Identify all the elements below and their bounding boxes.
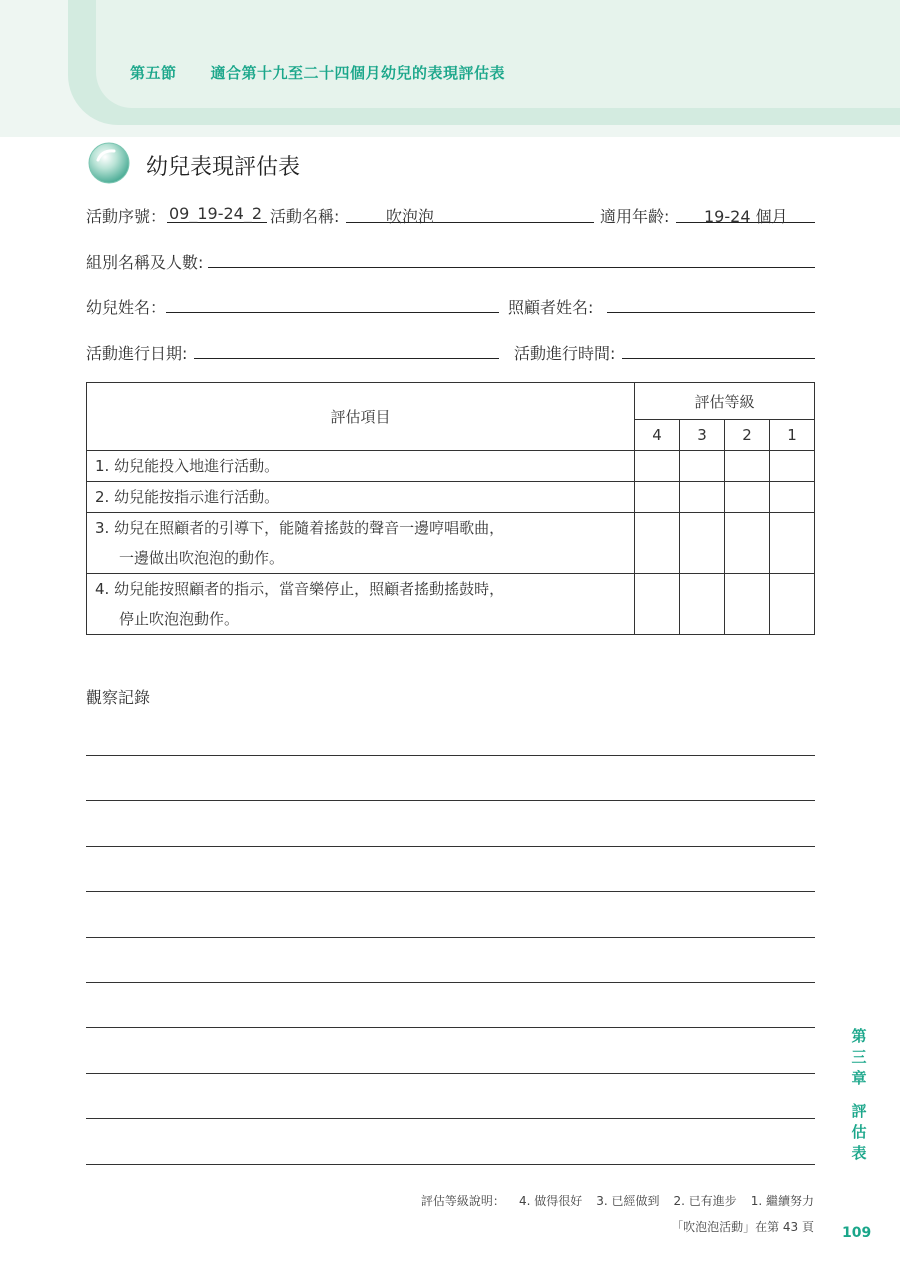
chapter-label	[848, 1026, 870, 1089]
level-2: 2	[725, 420, 770, 451]
rating-cell[interactable]	[635, 574, 680, 635]
table-row	[87, 574, 815, 635]
rating-cell[interactable]	[635, 451, 680, 482]
item-line: 1. 幼兒能投入地進行活動。	[95, 457, 280, 475]
item-header: 評估項目	[87, 383, 635, 451]
sidebar-char: 第	[851, 1027, 867, 1045]
page-number: 109	[842, 1225, 872, 1241]
evaluation-table	[86, 382, 815, 635]
item-line: 3. 幼兒在照顧者的引導下，能隨着搖鼓的聲音一邊哼唱歌曲，	[95, 519, 505, 537]
rating-cell[interactable]	[725, 513, 770, 574]
chapter-topic	[848, 1101, 870, 1164]
level-4: 4	[635, 420, 680, 451]
activity-name-label: 活動名稱:	[270, 207, 340, 226]
age-value: 19-24 個月	[704, 207, 788, 226]
page-reference: 「吹泡泡活動」在第 43 頁	[671, 1220, 814, 1234]
sidebar-char: 三	[851, 1048, 867, 1066]
child-name-label: 幼兒姓名：	[86, 298, 167, 317]
observation-line[interactable]	[86, 1164, 815, 1165]
rating-cell[interactable]	[680, 513, 725, 574]
group-label: 組別名稱及人數:	[86, 253, 204, 272]
item-line: 停止吹泡泡動作。	[119, 610, 240, 628]
date-line[interactable]	[194, 358, 499, 359]
rating-cell[interactable]	[725, 482, 770, 513]
item-line: 一邊做出吹泡泡的動作。	[119, 549, 285, 567]
rating-cell[interactable]	[770, 513, 815, 574]
rating-cell[interactable]	[635, 482, 680, 513]
rating-cell[interactable]	[635, 513, 680, 574]
table-row	[87, 513, 815, 574]
bubble-icon	[88, 142, 130, 184]
sidebar-char: 估	[851, 1123, 867, 1141]
observation-line[interactable]	[86, 1118, 815, 1119]
carer-name-label: 照顧者姓名:	[508, 298, 594, 317]
rating-cell[interactable]	[680, 482, 725, 513]
observation-line[interactable]	[86, 846, 815, 847]
rating-cell[interactable]	[725, 451, 770, 482]
activity-no-value: 09_19-24_2	[169, 204, 263, 223]
sidebar-char: 表	[851, 1144, 867, 1162]
item-text	[87, 574, 635, 635]
sidebar-char: 評	[851, 1102, 867, 1120]
group-line[interactable]	[208, 267, 815, 268]
section-title: 適合第十九至二十四個月幼兒的表現評估表	[210, 64, 506, 82]
rating-cell[interactable]	[770, 574, 815, 635]
activity-name-value: 吹泡泡	[386, 207, 435, 226]
rating-legend	[421, 1192, 814, 1209]
legend-item: 3. 已經做到	[596, 1194, 660, 1208]
age-label: 適用年齡:	[600, 207, 670, 226]
observation-line[interactable]	[86, 982, 815, 983]
rating-cell[interactable]	[680, 451, 725, 482]
section-label: 第五節	[130, 64, 177, 82]
rating-cell[interactable]	[680, 574, 725, 635]
observation-title: 觀察記錄	[86, 688, 151, 707]
activity-name-line	[346, 222, 594, 223]
observation-line[interactable]	[86, 1073, 815, 1074]
item-line: 2. 幼兒能按指示進行活動。	[95, 488, 280, 506]
observation-line[interactable]	[86, 755, 815, 756]
table-row	[87, 451, 815, 482]
legend-item: 2. 已有進步	[673, 1194, 737, 1208]
observation-line[interactable]	[86, 891, 815, 892]
legend-item: 4. 做得很好	[518, 1194, 583, 1208]
sidebar-char: 章	[851, 1069, 867, 1087]
observation-line[interactable]	[86, 800, 815, 801]
child-name-line[interactable]	[166, 312, 499, 313]
date-label: 活動進行日期:	[86, 344, 188, 363]
item-text	[87, 451, 635, 482]
carer-name-line[interactable]	[607, 312, 815, 313]
time-line[interactable]	[622, 358, 815, 359]
rating-cell[interactable]	[770, 482, 815, 513]
time-label: 活動進行時間:	[514, 344, 616, 363]
level-header: 評估等級	[635, 383, 815, 420]
form-title: 幼兒表現評估表	[146, 155, 301, 180]
item-text	[87, 513, 635, 574]
observation-line[interactable]	[86, 937, 815, 938]
chapter-sidebar	[848, 1026, 870, 1164]
activity-no-label: 活動序號：	[86, 207, 167, 226]
level-1: 1	[770, 420, 815, 451]
rating-cell[interactable]	[770, 451, 815, 482]
section-header	[130, 62, 505, 83]
item-line: 4. 幼兒能按照顧者的指示，當音樂停止，照顧者搖動搖鼓時，	[95, 580, 505, 598]
header-tab-inner	[96, 0, 900, 108]
item-text	[87, 482, 635, 513]
table-row	[87, 482, 815, 513]
observation-line[interactable]	[86, 1027, 815, 1028]
legend-label: 評估等級說明：	[420, 1194, 505, 1208]
rating-cell[interactable]	[725, 574, 770, 635]
legend-item: 1. 繼續努力	[750, 1194, 814, 1208]
level-3: 3	[680, 420, 725, 451]
